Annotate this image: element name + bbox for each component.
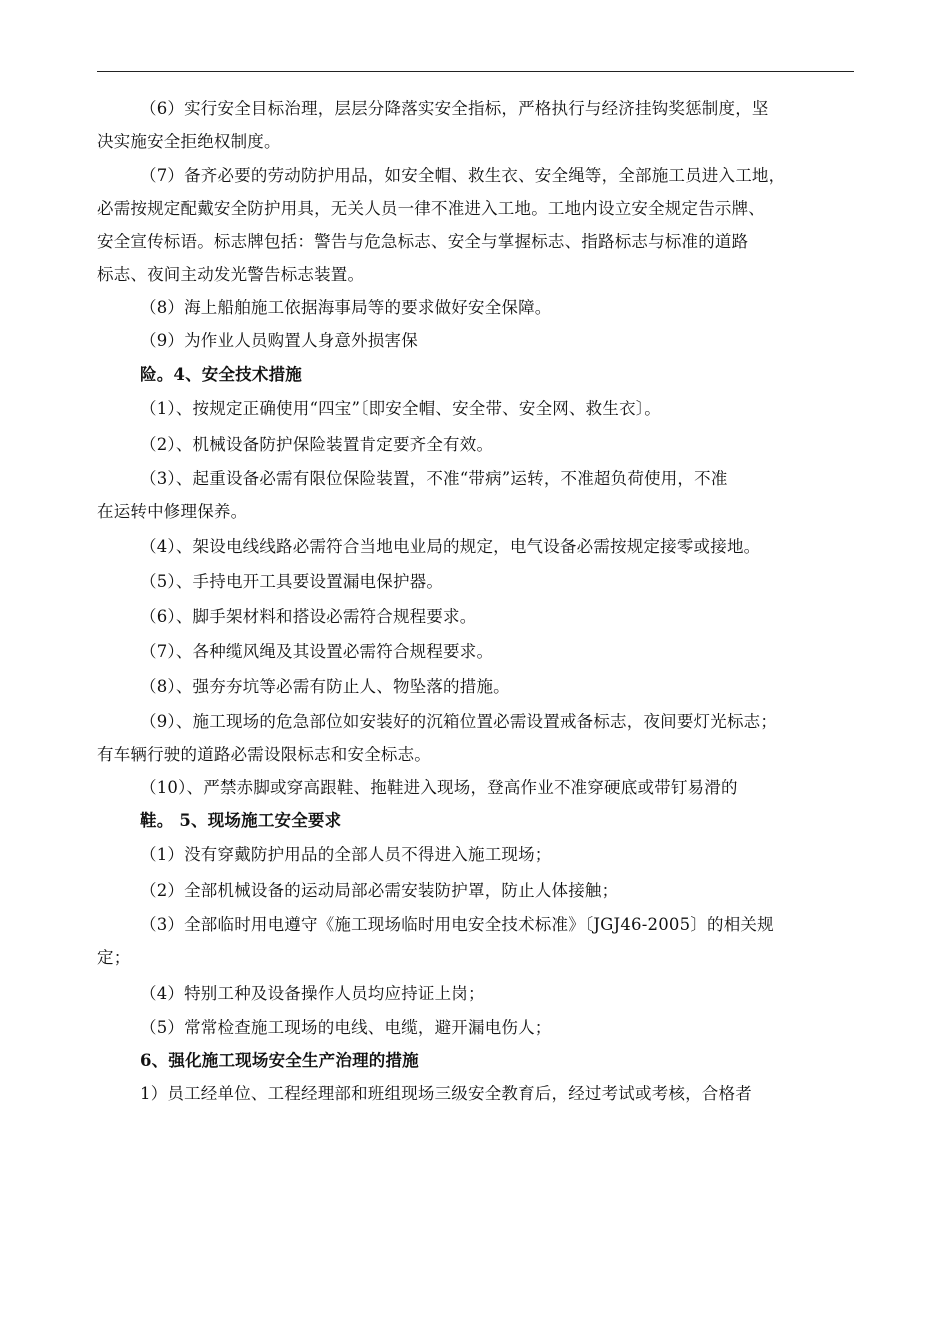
paragraph-line: （1）没有穿戴防护用品的全部人员不得进入施工现场；: [140, 845, 552, 864]
paragraph-line: 标志、夜间主动发光警告标志装置。: [97, 265, 365, 284]
paragraph-line: （2）全部机械设备的运动局部必需安装防护罩，防止人体接触；: [140, 881, 619, 900]
paragraph-line: （5）常常检查施工现场的电线、电缆，避开漏电伤人；: [140, 1018, 552, 1037]
paragraph-line: （4）、架设电线线路必需符合当地电业局的规定，电气设备必需按规定接零或接地。: [140, 537, 761, 556]
paragraph-line: 安全宣传标语。标志牌包括：警告与危急标志、安全与掌握标志、指路标志与标准的道路: [97, 232, 749, 251]
paragraph-line: （2）、机械设备防护保险装置肯定要齐全有效。: [140, 435, 494, 454]
paragraph-line: （8）海上船舶施工依据海事局等的要求做好安全保障。: [140, 298, 552, 317]
paragraph-line: 定；: [97, 948, 131, 967]
paragraph-line: 决实施安全拒绝权制度。: [97, 132, 281, 151]
section-heading-4: 险。4、安全技术措施: [140, 365, 302, 384]
paragraph-line: （10）、严禁赤脚或穿高跟鞋、拖鞋进入现场，登高作业不准穿硬底或带钉易滑的: [140, 778, 738, 797]
paragraph-line: （6）、脚手架材料和搭设必需符合规程要求。: [140, 607, 477, 626]
paragraph-line: （9）为作业人员购置人身意外损害保: [140, 331, 418, 350]
paragraph-line: （3）、起重设备必需有限位保险装置，不准“带病”运转，不准超负荷使用，不准: [140, 469, 728, 488]
paragraph-line: （6）实行安全目标治理，层层分降落实安全指标，严格执行与经济挂钩奖惩制度，坚: [140, 99, 769, 118]
paragraph-line: （7）、各种缆风绳及其设置必需符合规程要求。: [140, 642, 494, 661]
paragraph-line: （3）全部临时用电遵守《施工现场临时用电安全技术标准》〔JGJ46-2005〕的相关规: [140, 915, 774, 934]
section-heading-5: 鞋。 5、现场施工安全要求: [140, 811, 342, 830]
paragraph-line: 1）员工经单位、工程经理部和班组现场三级安全教育后，经过考试或考核，合格者: [140, 1084, 752, 1103]
paragraph-line: （8）、强夯夯坑等必需有防止人、物坠落的措施。: [140, 677, 510, 696]
paragraph-line: （1）、按规定正确使用“四宝”〔即安全帽、安全带、安全网、救生衣〕。: [140, 399, 661, 418]
section-heading-6: 6、强化施工现场安全生产治理的措施: [140, 1051, 419, 1070]
paragraph-line: 必需按规定配戴安全防护用具，无关人员一律不准进入工地。工地内设立安全规定告示牌、: [97, 199, 765, 218]
paragraph-line: 有车辆行驶的道路必需设限标志和安全标志。: [97, 745, 431, 764]
paragraph-line: （7）备齐必要的劳动防护用品，如安全帽、救生衣、安全绳等，全部施工员进入工地，: [140, 166, 786, 185]
header-rule: [97, 71, 854, 72]
paragraph-line: （4）特别工种及设备操作人员均应持证上岗；: [140, 984, 485, 1003]
paragraph-line: （9）、施工现场的危急部位如安装好的沉箱位置必需设置戒备标志，夜间要灯光标志；: [140, 712, 778, 731]
paragraph-line: 在运转中修理保养。: [97, 502, 248, 521]
paragraph-line: （5）、手持电开工具要设置漏电保护器。: [140, 572, 444, 591]
